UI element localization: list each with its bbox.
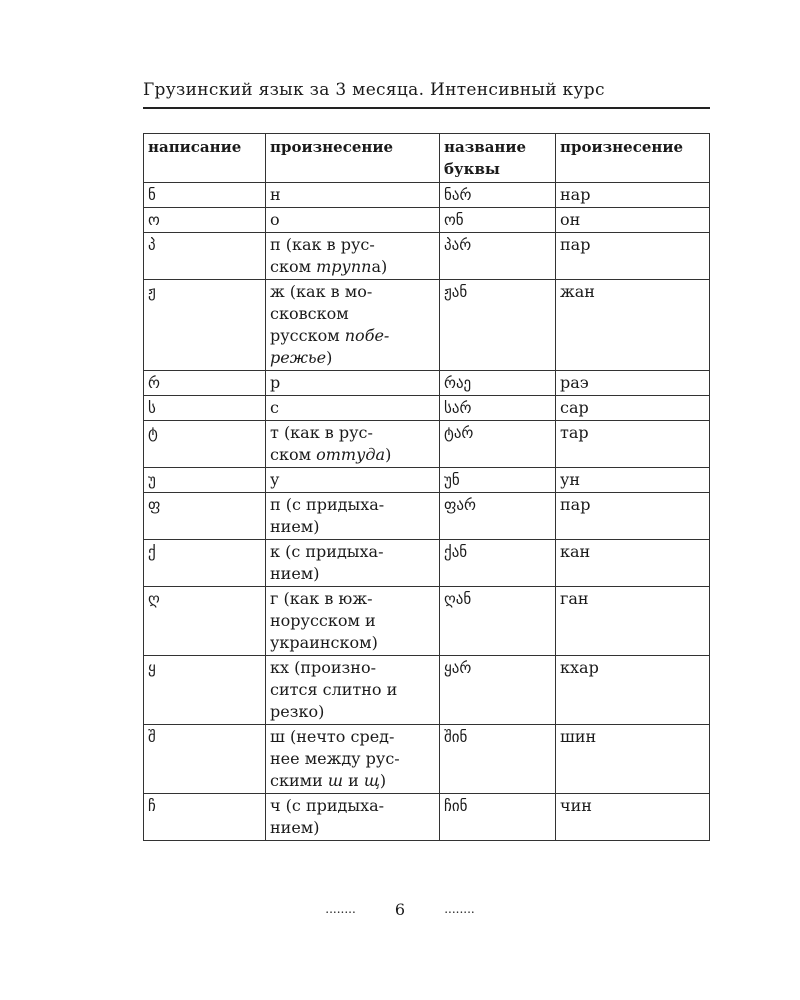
pron-text: ском — [270, 257, 317, 276]
table-row — [144, 725, 710, 794]
col-header-name-pronunciation: произнесение — [556, 134, 710, 183]
name-pron-cell: чин — [556, 794, 710, 841]
pron-cell — [266, 493, 440, 540]
table-row — [144, 794, 710, 841]
pron-text: нием) — [270, 818, 320, 837]
pron-text: ч (с придыха- — [270, 796, 385, 815]
pron-example: ш — [327, 771, 343, 790]
name-cell: უნ — [440, 468, 556, 493]
pron-example: режье — [270, 348, 327, 367]
pron-text: п (с придыха- — [270, 495, 385, 514]
col-header-pronunciation: произнесение — [266, 134, 440, 183]
name-pron-cell: жан — [556, 280, 710, 371]
name-pron-cell: ун — [556, 468, 710, 493]
pron-text: резко) — [270, 702, 325, 721]
name-cell: რაე — [440, 371, 556, 396]
table-row — [144, 587, 710, 656]
pron-text: к (с придыха- — [270, 542, 384, 561]
pron-text: т (как в рус- — [270, 423, 373, 442]
name-cell: სარ — [440, 396, 556, 421]
name-cell: ტარ — [440, 421, 556, 468]
pron-text: сится слитно и — [270, 680, 398, 699]
pron-cell — [266, 540, 440, 587]
table-row — [144, 468, 710, 493]
table-row — [144, 371, 710, 396]
pron-cell — [266, 587, 440, 656]
pron-text: украинском) — [270, 633, 378, 652]
letter-cell: ჟ — [144, 280, 266, 371]
letter-cell: ყ — [144, 656, 266, 725]
name-pron-cell: пар — [556, 493, 710, 540]
letter-cell: ჩ — [144, 794, 266, 841]
letter-cell: ტ — [144, 421, 266, 468]
pron-text: сковском — [270, 304, 349, 323]
name-cell: ღან — [440, 587, 556, 656]
pron-cell: с — [266, 396, 440, 421]
letter-cell: უ — [144, 468, 266, 493]
pron-example: щ — [363, 771, 380, 790]
pron-text: нием) — [270, 564, 320, 583]
name-cell: ნარ — [440, 183, 556, 208]
name-pron-cell: раэ — [556, 371, 710, 396]
name-pron-cell: нар — [556, 183, 710, 208]
pron-example: трупп — [316, 257, 372, 276]
pron-text: г (как в юж- — [270, 589, 373, 608]
col-header-letter-name — [440, 134, 556, 183]
pron-cell — [266, 725, 440, 794]
letter-cell: ო — [144, 208, 266, 233]
letter-cell: შ — [144, 725, 266, 794]
pron-text: русском — [270, 326, 345, 345]
table-row — [144, 493, 710, 540]
name-cell: ჟან — [440, 280, 556, 371]
pron-cell — [266, 421, 440, 468]
letter-cell: რ — [144, 371, 266, 396]
pron-cell — [266, 280, 440, 371]
pron-example: оттуда — [316, 445, 386, 464]
pron-text: п (как в рус- — [270, 235, 375, 254]
footer-dots-right: ........ — [444, 902, 475, 916]
letter-cell: ფ — [144, 493, 266, 540]
name-cell: შინ — [440, 725, 556, 794]
pron-cell — [266, 233, 440, 280]
pron-text: нее между рус- — [270, 749, 400, 768]
table-row — [144, 233, 710, 280]
pron-text: кх (произно- — [270, 658, 376, 677]
table-row — [144, 208, 710, 233]
name-cell: ონ — [440, 208, 556, 233]
table-row — [144, 656, 710, 725]
running-header: Грузинский язык за 3 месяца. Интенсивный курс — [143, 80, 605, 100]
name-cell: ყარ — [440, 656, 556, 725]
page-number: 6 — [394, 900, 406, 919]
letter-cell: ნ — [144, 183, 266, 208]
pron-cell: н — [266, 183, 440, 208]
pron-cell — [266, 794, 440, 841]
name-pron-cell: ган — [556, 587, 710, 656]
pron-cell — [266, 656, 440, 725]
pron-text: и — [342, 771, 364, 790]
pron-text: нием) — [270, 517, 320, 536]
pron-text: а) — [371, 257, 388, 276]
letter-cell: ს — [144, 396, 266, 421]
name-pron-cell: он — [556, 208, 710, 233]
table-row — [144, 396, 710, 421]
name-cell: ქან — [440, 540, 556, 587]
table-row — [144, 421, 710, 468]
pron-text: скими — [270, 771, 328, 790]
pron-text: норусском и — [270, 611, 376, 630]
col-header-letter-name-text: название буквы — [444, 138, 527, 178]
page-footer — [0, 900, 800, 919]
table-row — [144, 280, 710, 371]
table-header-row — [144, 134, 710, 183]
name-pron-cell: шин — [556, 725, 710, 794]
name-pron-cell: тар — [556, 421, 710, 468]
table-row — [144, 183, 710, 208]
header-rule — [143, 107, 710, 109]
name-cell: ჩინ — [440, 794, 556, 841]
col-header-writing: написание — [144, 134, 266, 183]
letter-cell: პ — [144, 233, 266, 280]
pron-text: ском — [270, 445, 317, 464]
pron-text: ) — [379, 771, 387, 790]
pron-cell: р — [266, 371, 440, 396]
pron-cell: у — [266, 468, 440, 493]
name-cell: ფარ — [440, 493, 556, 540]
pron-example: побе- — [344, 326, 390, 345]
footer-dots-left: ........ — [325, 902, 356, 916]
pron-text: ж (как в мо- — [270, 282, 373, 301]
name-pron-cell: сар — [556, 396, 710, 421]
name-pron-cell: кхар — [556, 656, 710, 725]
name-cell: პარ — [440, 233, 556, 280]
pron-text: ) — [326, 348, 333, 367]
name-pron-cell: кан — [556, 540, 710, 587]
name-pron-cell: пар — [556, 233, 710, 280]
pron-text: ш (нечто сред- — [270, 727, 395, 746]
alphabet-table — [143, 133, 710, 841]
letter-cell: ქ — [144, 540, 266, 587]
pron-text: ) — [385, 445, 392, 464]
table-row — [144, 540, 710, 587]
pron-cell: о — [266, 208, 440, 233]
letter-cell: ღ — [144, 587, 266, 656]
